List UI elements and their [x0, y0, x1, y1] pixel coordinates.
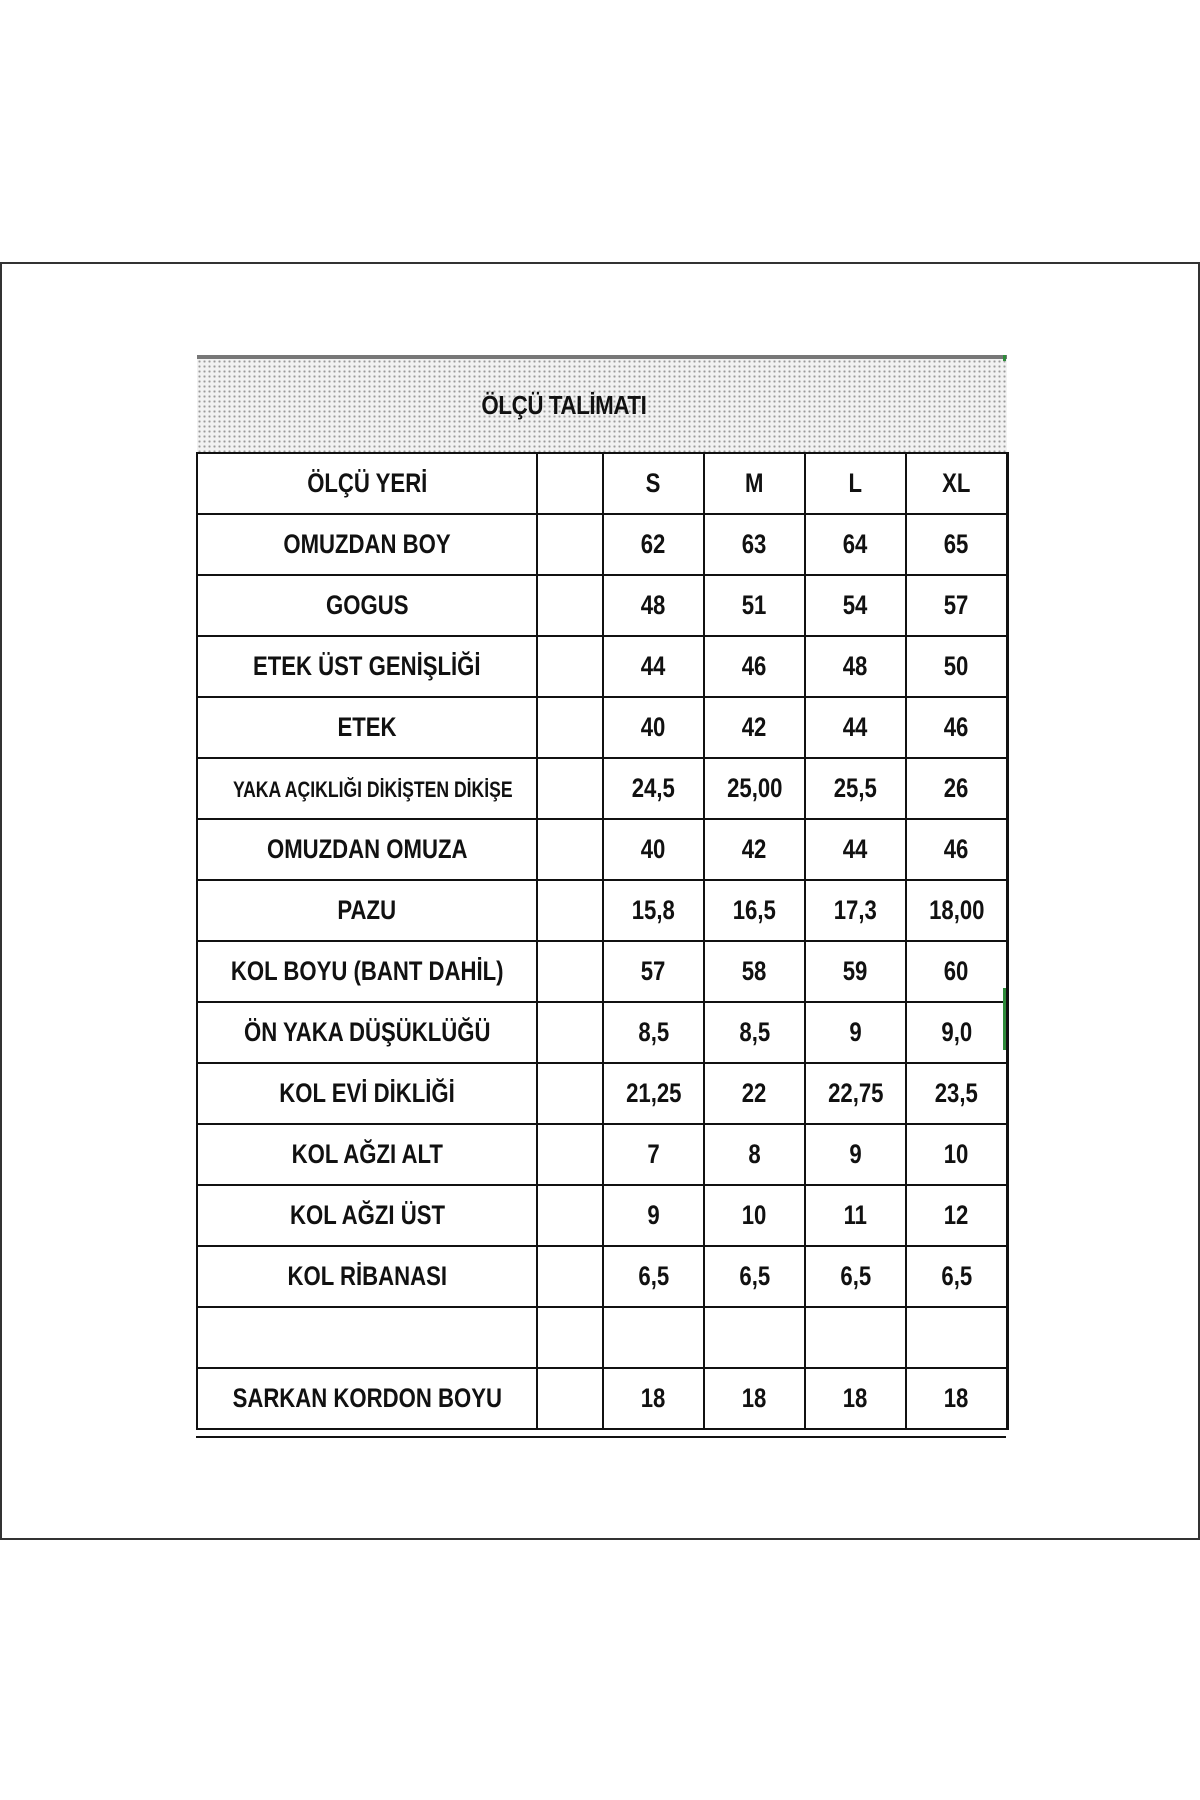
measurement-value: 9: [849, 1139, 862, 1169]
table-row: [197, 819, 1007, 880]
blank-cell[interactable]: [537, 1063, 603, 1124]
measurement-value: 12: [944, 1200, 969, 1230]
blank-cell[interactable]: [537, 514, 603, 575]
spreadsheet-area: [196, 355, 1006, 1430]
header-label-cell[interactable]: [197, 453, 537, 514]
measurement-value: 59: [843, 956, 868, 986]
measurement-label-cell[interactable]: [197, 1246, 537, 1307]
value-cell-s[interactable]: [603, 1124, 704, 1185]
measurement-label: KOL BOYU (BANT DAHİL): [230, 956, 504, 986]
measurement-value: 7: [647, 1139, 660, 1169]
measurement-value: 48: [843, 651, 868, 681]
measurement-value: 8,5: [638, 1017, 669, 1047]
measurement-value: 63: [742, 529, 767, 559]
value-cell-m[interactable]: [704, 1002, 805, 1063]
measurement-value: 6,5: [638, 1261, 669, 1291]
value-cell-m[interactable]: [704, 1185, 805, 1246]
header-size-m[interactable]: M: [704, 453, 805, 514]
measurement-value: 64: [843, 529, 868, 559]
table-row: [197, 880, 1007, 941]
measurement-label-cell[interactable]: [197, 1185, 537, 1246]
table-row: [197, 575, 1007, 636]
value-cell-s[interactable]: [603, 941, 704, 1002]
measurement-value: 15,8: [631, 895, 676, 925]
value-cell-s[interactable]: [603, 1368, 704, 1429]
title-row: [197, 357, 1007, 453]
measurement-value: 18: [944, 1383, 969, 1413]
measurement-value: 58: [742, 956, 767, 986]
value-cell-l[interactable]: [805, 1185, 906, 1246]
header-size-l[interactable]: L: [805, 453, 906, 514]
measurement-value: 65: [944, 529, 969, 559]
measurement-label-cell[interactable]: [197, 636, 537, 697]
value-cell-xl[interactable]: [906, 1185, 1007, 1246]
table-row: [197, 1002, 1007, 1063]
value-cell-l[interactable]: [805, 1002, 906, 1063]
value-cell-l[interactable]: [805, 1368, 906, 1429]
value-cell-xl[interactable]: [906, 514, 1007, 575]
header-size-s[interactable]: S: [603, 453, 704, 514]
header-blank-cell[interactable]: [537, 453, 603, 514]
blank-cell[interactable]: [537, 941, 603, 1002]
measurement-value: 8: [748, 1139, 761, 1169]
measurement-value: 62: [641, 529, 666, 559]
blank-cell[interactable]: [537, 880, 603, 941]
value-cell-m[interactable]: [704, 758, 805, 819]
table-row: [197, 1246, 1007, 1307]
blank-cell[interactable]: [537, 1124, 603, 1185]
measurement-value: 22: [742, 1078, 767, 1108]
value-cell-l[interactable]: [805, 697, 906, 758]
measurement-value: 48: [641, 590, 666, 620]
value-cell-s[interactable]: [603, 1246, 704, 1307]
measurement-value: 46: [944, 834, 969, 864]
measurement-value: 25,00: [726, 773, 783, 803]
table-row: [197, 1307, 1007, 1368]
value-cell-s[interactable]: [603, 514, 704, 575]
measurement-value: 57: [641, 956, 666, 986]
measurement-value: 11: [843, 1200, 868, 1230]
value-cell-s[interactable]: [603, 636, 704, 697]
measurement-label: OMUZDAN BOY: [283, 529, 451, 559]
measurement-label: ETEK: [337, 712, 397, 742]
blank-cell[interactable]: [537, 1368, 603, 1429]
measurement-value: 60: [944, 956, 969, 986]
value-cell-m[interactable]: [704, 575, 805, 636]
measurement-label: OMUZDAN OMUZA: [266, 834, 468, 864]
measurement-label-cell[interactable]: [197, 1368, 537, 1429]
value-cell-l[interactable]: [805, 941, 906, 1002]
value-cell-l[interactable]: [805, 880, 906, 941]
table-row: [197, 514, 1007, 575]
measurement-value: 50: [944, 651, 969, 681]
value-cell-xl[interactable]: [906, 1307, 1007, 1368]
table-row: [197, 697, 1007, 758]
measurement-value: 18: [742, 1383, 767, 1413]
measurement-value: 17,3: [833, 895, 878, 925]
value-cell-s[interactable]: [603, 819, 704, 880]
header-size-xl[interactable]: XL: [906, 453, 1007, 514]
value-cell-l[interactable]: [805, 636, 906, 697]
measurement-value: 44: [641, 651, 666, 681]
measurement-value: 6,5: [840, 1261, 871, 1291]
measurement-value: 6,5: [739, 1261, 770, 1291]
measurement-label-cell[interactable]: [197, 819, 537, 880]
measurement-label-cell[interactable]: [197, 941, 537, 1002]
value-cell-s[interactable]: [603, 697, 704, 758]
table-row: [197, 1185, 1007, 1246]
header-label: ÖLÇÜ YERİ: [306, 468, 428, 498]
value-cell-xl[interactable]: [906, 575, 1007, 636]
value-cell-l[interactable]: [805, 1063, 906, 1124]
value-cell-l[interactable]: [805, 819, 906, 880]
measurement-value: 21,25: [625, 1078, 682, 1108]
value-cell-m[interactable]: [704, 514, 805, 575]
measurement-label: ÖN YAKA DÜŞÜKLÜĞÜ: [243, 1017, 491, 1047]
value-cell-xl[interactable]: [906, 880, 1007, 941]
measurement-label-cell[interactable]: [197, 758, 537, 819]
measurement-label-cell[interactable]: [197, 697, 537, 758]
measurement-label: ETEK ÜST GENİŞLİĞİ: [253, 651, 481, 681]
table-row: [197, 1063, 1007, 1124]
measurement-value: 18: [843, 1383, 868, 1413]
measurement-value: 16,5: [732, 895, 777, 925]
value-cell-s[interactable]: [603, 1063, 704, 1124]
value-cell-xl[interactable]: [906, 1002, 1007, 1063]
measurement-value: 44: [843, 834, 868, 864]
measurement-value: 25,5: [833, 773, 878, 803]
value-cell-l[interactable]: [805, 1307, 906, 1368]
blank-cell[interactable]: [537, 1002, 603, 1063]
measurement-value: 9: [849, 1017, 862, 1047]
value-cell-s[interactable]: [603, 1002, 704, 1063]
measurement-label-cell[interactable]: [197, 1063, 537, 1124]
measurement-value: 46: [944, 712, 969, 742]
measurement-value: 46: [742, 651, 767, 681]
measurement-value: 26: [944, 773, 969, 803]
measurement-value: 40: [641, 834, 666, 864]
blank-cell[interactable]: [537, 758, 603, 819]
table-row: [197, 1124, 1007, 1185]
value-cell-xl[interactable]: [906, 819, 1007, 880]
measurement-label: GOGUS: [325, 590, 409, 620]
measurement-label-cell[interactable]: [197, 1002, 537, 1063]
measurement-value: 10: [742, 1200, 767, 1230]
measurement-value: 40: [641, 712, 666, 742]
table-row: [197, 758, 1007, 819]
value-cell-m[interactable]: [704, 1307, 805, 1368]
value-cell-s[interactable]: [603, 1307, 704, 1368]
table-row: [197, 1368, 1007, 1429]
blank-cell[interactable]: [537, 575, 603, 636]
value-cell-xl[interactable]: [906, 1246, 1007, 1307]
measurement-label: KOL AĞZI ALT: [291, 1139, 443, 1169]
measurement-label: SARKAN KORDON BOYU: [232, 1383, 502, 1413]
measurement-label-cell[interactable]: [197, 514, 537, 575]
measurement-value: 54: [843, 590, 868, 620]
value-cell-xl[interactable]: [906, 1063, 1007, 1124]
measurement-label-cell[interactable]: [197, 575, 537, 636]
value-cell-s[interactable]: [603, 880, 704, 941]
value-cell-xl[interactable]: [906, 758, 1007, 819]
measurement-value: 18,00: [928, 895, 985, 925]
measurement-label-cell[interactable]: [197, 1307, 537, 1368]
size-chart-table: [196, 355, 1009, 1430]
value-cell-m[interactable]: [704, 636, 805, 697]
value-cell-m[interactable]: [704, 1063, 805, 1124]
blank-cell[interactable]: [537, 697, 603, 758]
measurement-value: 6,5: [941, 1261, 972, 1291]
measurement-label: KOL AĞZI ÜST: [289, 1200, 445, 1230]
table-row: [197, 636, 1007, 697]
value-cell-l[interactable]: [805, 514, 906, 575]
selection-marker-side: [1003, 988, 1006, 1050]
measurement-label: KOL EVİ DİKLİĞİ: [279, 1078, 455, 1108]
measurement-value: 23,5: [934, 1078, 979, 1108]
value-cell-m[interactable]: [704, 1124, 805, 1185]
table-row: [197, 941, 1007, 1002]
blank-cell[interactable]: [537, 1185, 603, 1246]
measurement-label: PAZU: [337, 895, 397, 925]
title-cell[interactable]: [197, 357, 1007, 453]
value-cell-m[interactable]: [704, 1368, 805, 1429]
value-cell-l[interactable]: [805, 575, 906, 636]
value-cell-s[interactable]: [603, 575, 704, 636]
measurement-value: 9,0: [941, 1017, 972, 1047]
value-cell-l[interactable]: [805, 1124, 906, 1185]
blank-cell[interactable]: [537, 819, 603, 880]
measurement-value: 10: [944, 1139, 969, 1169]
value-cell-l[interactable]: [805, 1246, 906, 1307]
table-bottom-edge: [196, 1436, 1006, 1446]
measurement-value: 18: [641, 1383, 666, 1413]
value-cell-l[interactable]: [805, 758, 906, 819]
header-row: [197, 453, 1007, 514]
measurement-value: 9: [647, 1200, 660, 1230]
measurement-label-cell[interactable]: [197, 1124, 537, 1185]
measurement-value: 44: [843, 712, 868, 742]
value-cell-s[interactable]: [603, 1185, 704, 1246]
table-title: ÖLÇÜ TALİMATI: [481, 389, 647, 420]
measurement-value: 22,75: [827, 1078, 884, 1108]
value-cell-m[interactable]: [704, 880, 805, 941]
value-cell-xl[interactable]: [906, 941, 1007, 1002]
value-cell-xl[interactable]: [906, 1124, 1007, 1185]
value-cell-xl[interactable]: [906, 636, 1007, 697]
value-cell-m[interactable]: [704, 941, 805, 1002]
measurement-label: YAKA AÇIKLIĞI DİKİŞTEN DİKİŞE: [232, 777, 513, 802]
measurement-value: 8,5: [739, 1017, 770, 1047]
measurement-value: 42: [742, 712, 767, 742]
blank-cell[interactable]: [537, 1246, 603, 1307]
measurement-value: 57: [944, 590, 969, 620]
measurement-value: 51: [742, 590, 767, 620]
blank-cell[interactable]: [537, 636, 603, 697]
selection-marker-top: [1003, 355, 1006, 361]
measurement-value: 42: [742, 834, 767, 864]
measurement-label-cell[interactable]: [197, 880, 537, 941]
value-cell-m[interactable]: [704, 819, 805, 880]
value-cell-xl[interactable]: [906, 697, 1007, 758]
value-cell-m[interactable]: [704, 697, 805, 758]
value-cell-m[interactable]: [704, 1246, 805, 1307]
measurement-value: 24,5: [631, 773, 676, 803]
measurement-label: KOL RİBANASI: [287, 1261, 447, 1291]
value-cell-s[interactable]: [603, 758, 704, 819]
blank-cell[interactable]: [537, 1307, 603, 1368]
value-cell-xl[interactable]: [906, 1368, 1007, 1429]
